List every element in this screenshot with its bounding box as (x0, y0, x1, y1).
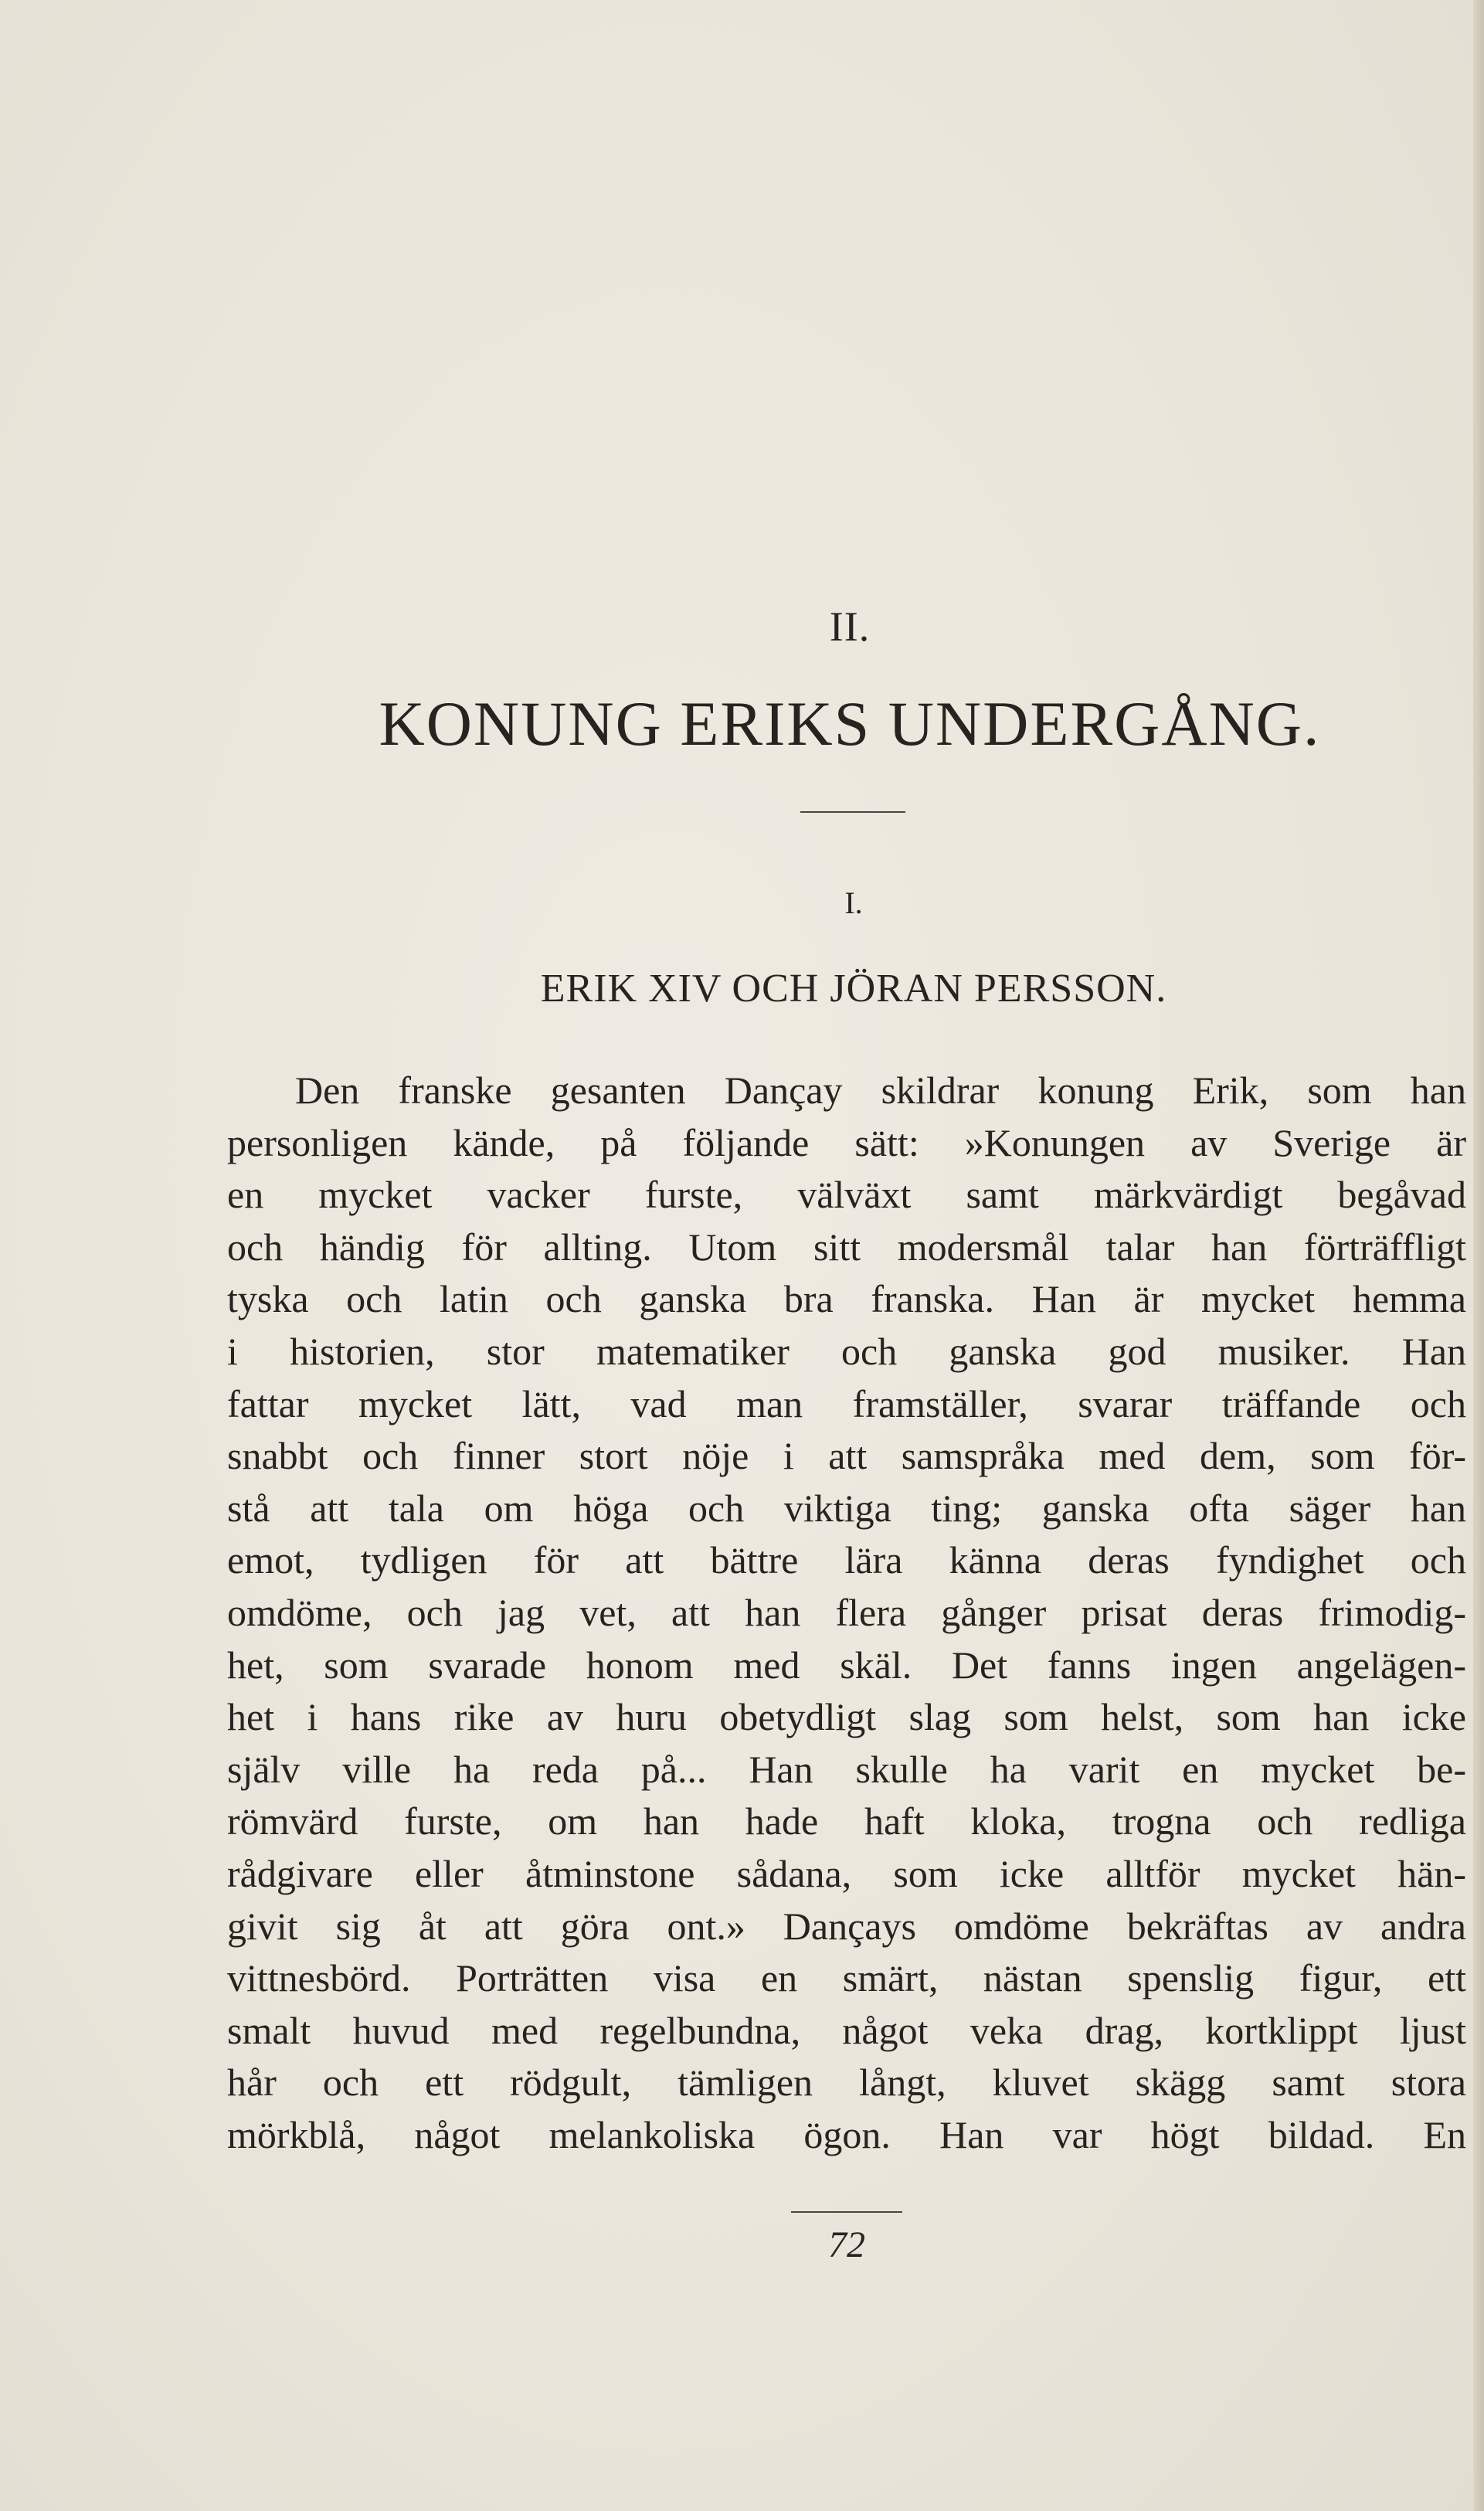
text-line: Den franske gesanten Dançay skildrar konung Erik, som han (295, 1069, 1466, 1112)
text-line: römvärd furste, om han hade haft kloka, trogna och redliga (227, 1799, 1466, 1843)
body-text (227, 1065, 1466, 2161)
text-line: en mycket vacker furste, välväxt samt märkvärdigt begåvad (227, 1173, 1466, 1217)
text-line: mörkblå, något melankoliska ögon. Han var högt bildad. En (227, 2112, 1466, 2156)
text-line: vittnesbörd. Porträtten visa en smärt, nästan spenslig figur, ett (227, 1956, 1466, 2000)
text-line: het i hans rike av huru obetydligt slag som helst, som han icke (227, 1695, 1466, 1739)
footer-rule (791, 2211, 902, 2213)
text-line: het, som svarade honom med skäl. Det fanns ingen angelägen- (227, 1643, 1466, 1687)
text-line: givit sig åt att göra ont.» Dançays omdöme bekräftas av andra (227, 1904, 1466, 1948)
text-line: i historien, stor matematiker och ganska god musiker. Han (227, 1329, 1466, 1373)
text-line: rådgivare eller åtminstone sådana, som icke alltför mycket hän- (227, 1851, 1466, 1895)
section-title: ERIK XIV OCH JÖRAN PERSSON. (540, 967, 1167, 1011)
text-line: personligen kände, på följande sätt: »Konungen av Sverige är (227, 1120, 1466, 1164)
text-line: tyska och latin och ganska bra franska. Han är mycket hemma (227, 1277, 1466, 1321)
page-edge (1473, 0, 1484, 2511)
text-line: och händig för allting. Utom sitt modersmål talar han förträffligt (227, 1225, 1466, 1269)
text-line: smalt huvud med regelbundna, något veka drag, kortklippt ljust (227, 2008, 1466, 2052)
page-number: 72 (828, 2224, 865, 2265)
divider-rule (800, 811, 905, 813)
chapter-number: II. (829, 603, 871, 650)
text-line: emot, tydligen för att bättre lära känna deras fyndighet och (227, 1538, 1466, 1582)
text-line: fattar mycket lätt, vad man framställer, svarar träffande och (227, 1381, 1466, 1425)
chapter-title: KONUNG ERIKS UNDERGÅNG. (379, 688, 1321, 759)
text-line: själv ville ha reda på... Han skulle ha varit en mycket be- (227, 1747, 1466, 1791)
text-line: snabbt och finner stort nöje i att samspråka med dem, som för- (227, 1434, 1466, 1478)
text-line: hår och ett rödgult, tämligen långt, kluvet skägg samt stora (227, 2061, 1466, 2105)
text-line: omdöme, och jag vet, att han flera gånger prisat deras frimodig- (227, 1590, 1466, 1634)
text-line: stå att tala om höga och viktiga ting; ganska ofta säger han (227, 1486, 1466, 1530)
section-number: I. (844, 885, 863, 920)
